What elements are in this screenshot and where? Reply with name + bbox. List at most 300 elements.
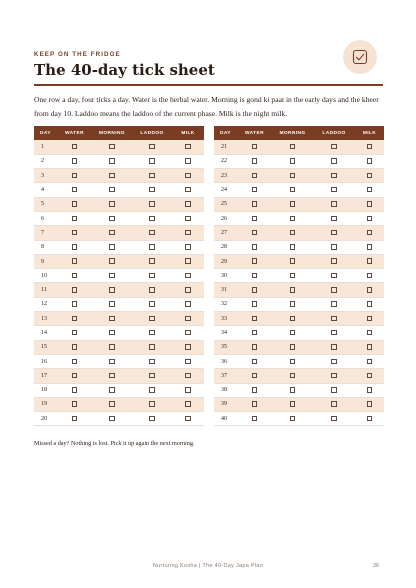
tick-checkbox[interactable] xyxy=(185,330,191,336)
tick-cell-laddoo xyxy=(132,369,172,383)
tick-checkbox[interactable] xyxy=(367,330,373,336)
tick-cell-water xyxy=(57,169,92,183)
tick-cell-water xyxy=(57,197,92,211)
table-row xyxy=(34,269,204,283)
tick-checkbox[interactable] xyxy=(185,316,191,322)
tick-checkbox[interactable] xyxy=(109,216,115,222)
tick-checkbox[interactable] xyxy=(252,173,258,179)
tick-cell-milk xyxy=(172,154,204,168)
tick-checkbox[interactable] xyxy=(367,344,373,350)
tick-cell-water xyxy=(57,340,92,354)
tick-checkbox[interactable] xyxy=(290,258,296,264)
column-header-laddoo: LADDOO xyxy=(132,126,172,140)
tick-cell-laddoo xyxy=(132,197,172,211)
tick-checkbox[interactable] xyxy=(252,201,258,207)
tick-cell-morning xyxy=(92,197,132,211)
day-number: 10 xyxy=(34,269,57,283)
checkbox-check-icon xyxy=(352,49,368,65)
tick-checkbox[interactable] xyxy=(290,244,296,250)
tick-checkbox[interactable] xyxy=(367,173,373,179)
tick-checkbox[interactable] xyxy=(252,416,258,422)
tick-cell-water xyxy=(57,397,92,411)
tick-checkbox[interactable] xyxy=(331,144,337,150)
tick-checkbox[interactable] xyxy=(290,216,296,222)
tick-checkbox[interactable] xyxy=(185,373,191,379)
tick-cell-water xyxy=(237,269,272,283)
tick-checkbox[interactable] xyxy=(149,258,155,264)
tick-checkbox[interactable] xyxy=(331,301,337,307)
tick-cell-laddoo xyxy=(132,183,172,197)
tick-checkbox[interactable] xyxy=(72,330,78,336)
tick-cell-water xyxy=(57,297,92,311)
tick-checkbox[interactable] xyxy=(331,187,337,193)
tick-checkbox[interactable] xyxy=(72,273,78,279)
tick-cell-water xyxy=(237,226,272,240)
tick-cell-water xyxy=(237,240,272,254)
tick-checkbox[interactable] xyxy=(367,144,373,150)
tick-checkbox[interactable] xyxy=(72,301,78,307)
tick-checkbox[interactable] xyxy=(252,158,258,164)
tick-cell-laddoo xyxy=(313,397,355,411)
tick-checkbox[interactable] xyxy=(331,359,337,365)
tick-checkbox[interactable] xyxy=(72,158,78,164)
tick-cell-laddoo xyxy=(313,383,355,397)
tick-table-days-21-40 xyxy=(214,126,384,426)
tick-cell-laddoo xyxy=(313,369,355,383)
column-header-water: WATER xyxy=(57,126,92,140)
tick-checkbox[interactable] xyxy=(109,201,115,207)
tick-cell-laddoo xyxy=(313,340,355,354)
tick-checkbox[interactable] xyxy=(149,301,155,307)
tick-checkbox[interactable] xyxy=(331,387,337,393)
tick-checkbox[interactable] xyxy=(331,244,337,250)
tick-cell-morning xyxy=(92,169,132,183)
tick-checkbox[interactable] xyxy=(290,330,296,336)
table-row xyxy=(34,369,204,383)
tick-checkbox[interactable] xyxy=(331,330,337,336)
tick-checkbox[interactable] xyxy=(149,416,155,422)
eyebrow-label: KEEP ON THE FRIDGE xyxy=(34,51,121,58)
tick-checkbox[interactable] xyxy=(331,344,337,350)
tick-checkbox[interactable] xyxy=(367,316,373,322)
tick-cell-milk xyxy=(172,340,204,354)
tick-cell-milk xyxy=(172,269,204,283)
tick-cell-laddoo xyxy=(313,354,355,368)
tick-cell-water xyxy=(237,383,272,397)
table-row xyxy=(34,154,204,168)
tick-checkbox[interactable] xyxy=(185,416,191,422)
tick-cell-milk xyxy=(355,154,384,168)
tick-cell-water xyxy=(57,354,92,368)
table-row xyxy=(214,269,384,283)
tick-checkbox[interactable] xyxy=(149,401,155,407)
tick-cell-milk xyxy=(172,226,204,240)
tick-checkbox[interactable] xyxy=(290,316,296,322)
tick-cell-laddoo xyxy=(132,397,172,411)
tick-checkbox[interactable] xyxy=(149,201,155,207)
day-number: 15 xyxy=(34,340,57,354)
tick-cell-morning xyxy=(92,154,132,168)
tick-checkbox[interactable] xyxy=(367,273,373,279)
tick-cell-water xyxy=(237,197,272,211)
tick-checkbox[interactable] xyxy=(72,216,78,222)
day-number: 36 xyxy=(214,354,237,368)
page-number: 26 xyxy=(373,563,380,569)
table-row xyxy=(214,140,384,154)
tick-checkbox[interactable] xyxy=(72,373,78,379)
tick-cell-milk xyxy=(355,369,384,383)
day-number: 25 xyxy=(214,197,237,211)
tick-checkbox[interactable] xyxy=(72,316,78,322)
table-row xyxy=(34,183,204,197)
day-number: 18 xyxy=(34,383,57,397)
day-number: 29 xyxy=(214,254,237,268)
tick-checkbox[interactable] xyxy=(367,158,373,164)
day-number: 6 xyxy=(34,211,57,225)
tick-checkbox[interactable] xyxy=(367,216,373,222)
tick-checkbox[interactable] xyxy=(331,316,337,322)
tick-checkbox[interactable] xyxy=(109,244,115,250)
tick-cell-morning xyxy=(272,412,313,426)
tick-cell-water xyxy=(237,312,272,326)
tick-checkbox[interactable] xyxy=(331,401,337,407)
tick-checkbox[interactable] xyxy=(149,287,155,293)
table-row xyxy=(214,211,384,225)
tick-checkbox[interactable] xyxy=(252,373,258,379)
tick-checkbox[interactable] xyxy=(252,216,258,222)
tick-checkbox[interactable] xyxy=(331,201,337,207)
tick-cell-morning xyxy=(272,283,313,297)
tick-checkbox[interactable] xyxy=(109,173,115,179)
tick-cell-water xyxy=(237,283,272,297)
tick-checkbox[interactable] xyxy=(72,144,78,150)
table-header-row xyxy=(214,126,384,140)
tick-cell-milk xyxy=(355,226,384,240)
tick-checkbox[interactable] xyxy=(290,416,296,422)
tick-checkbox[interactable] xyxy=(109,387,115,393)
tick-cell-milk xyxy=(172,240,204,254)
tick-cell-laddoo xyxy=(313,240,355,254)
tick-checkbox[interactable] xyxy=(109,373,115,379)
tick-checkbox[interactable] xyxy=(149,373,155,379)
tick-checkbox[interactable] xyxy=(185,230,191,236)
tick-checkbox[interactable] xyxy=(331,216,337,222)
tick-checkbox[interactable] xyxy=(149,359,155,365)
tick-cell-milk xyxy=(172,169,204,183)
tick-cell-milk xyxy=(172,211,204,225)
tick-checkbox[interactable] xyxy=(109,401,115,407)
tick-checkbox[interactable] xyxy=(290,387,296,393)
tick-cell-morning xyxy=(92,369,132,383)
tick-checkbox[interactable] xyxy=(185,287,191,293)
day-number: 21 xyxy=(214,140,237,154)
day-number: 5 xyxy=(34,197,57,211)
tick-checkbox[interactable] xyxy=(331,258,337,264)
tick-checkbox[interactable] xyxy=(72,244,78,250)
tick-checkbox[interactable] xyxy=(72,201,78,207)
tick-cell-morning xyxy=(272,240,313,254)
tick-checkbox[interactable] xyxy=(109,230,115,236)
tick-checkbox[interactable] xyxy=(109,359,115,365)
tick-checkbox[interactable] xyxy=(367,287,373,293)
tick-cell-water xyxy=(237,154,272,168)
tick-checkbox[interactable] xyxy=(367,373,373,379)
tick-checkbox[interactable] xyxy=(185,359,191,365)
day-number: 13 xyxy=(34,312,57,326)
day-number: 1 xyxy=(34,140,57,154)
tick-checkbox[interactable] xyxy=(185,144,191,150)
tick-checkbox[interactable] xyxy=(290,144,296,150)
tick-checkbox[interactable] xyxy=(290,373,296,379)
tick-checkbox[interactable] xyxy=(290,230,296,236)
tick-cell-laddoo xyxy=(313,140,355,154)
tick-checkbox[interactable] xyxy=(252,287,258,293)
tick-checkbox[interactable] xyxy=(149,216,155,222)
tick-checkbox[interactable] xyxy=(331,230,337,236)
tick-checkbox[interactable] xyxy=(290,287,296,293)
tick-checkbox[interactable] xyxy=(290,187,296,193)
tick-checkbox[interactable] xyxy=(290,201,296,207)
tick-checkbox[interactable] xyxy=(252,258,258,264)
table-row xyxy=(34,211,204,225)
tick-checkbox[interactable] xyxy=(72,258,78,264)
tick-checkbox[interactable] xyxy=(252,387,258,393)
tick-checkbox[interactable] xyxy=(72,387,78,393)
table-row xyxy=(34,169,204,183)
tick-cell-water xyxy=(57,269,92,283)
tick-cell-milk xyxy=(172,383,204,397)
tick-checkbox[interactable] xyxy=(367,359,373,365)
tick-checkbox[interactable] xyxy=(252,187,258,193)
tick-cell-water xyxy=(57,154,92,168)
tick-checkbox[interactable] xyxy=(72,401,78,407)
tick-cell-laddoo xyxy=(132,211,172,225)
tick-cell-laddoo xyxy=(313,169,355,183)
tick-checkbox[interactable] xyxy=(149,173,155,179)
day-number: 27 xyxy=(214,226,237,240)
tick-cell-laddoo xyxy=(313,183,355,197)
tick-checkbox[interactable] xyxy=(185,187,191,193)
tick-checkbox[interactable] xyxy=(149,316,155,322)
day-number: 32 xyxy=(214,297,237,311)
tick-checkbox[interactable] xyxy=(367,401,373,407)
tick-checkbox[interactable] xyxy=(252,230,258,236)
tick-cell-milk xyxy=(355,169,384,183)
tick-cell-water xyxy=(237,412,272,426)
tick-checkbox[interactable] xyxy=(109,258,115,264)
day-number: 35 xyxy=(214,340,237,354)
tick-checkbox[interactable] xyxy=(290,401,296,407)
tick-checkbox[interactable] xyxy=(109,301,115,307)
tick-cell-milk xyxy=(355,412,384,426)
day-number: 14 xyxy=(34,326,57,340)
tick-checkbox[interactable] xyxy=(252,244,258,250)
tick-checkbox[interactable] xyxy=(331,173,337,179)
tick-checkbox[interactable] xyxy=(185,244,191,250)
tick-cell-milk xyxy=(355,312,384,326)
tick-cell-laddoo xyxy=(132,169,172,183)
tick-checkbox[interactable] xyxy=(252,144,258,150)
tick-checkbox[interactable] xyxy=(290,344,296,350)
tick-checkbox[interactable] xyxy=(149,387,155,393)
tick-cell-milk xyxy=(172,140,204,154)
tick-checkbox[interactable] xyxy=(185,201,191,207)
tick-cell-morning xyxy=(272,312,313,326)
tick-cell-morning xyxy=(92,326,132,340)
tick-checkbox[interactable] xyxy=(367,301,373,307)
tick-checkbox[interactable] xyxy=(185,173,191,179)
tick-cell-milk xyxy=(172,354,204,368)
day-number: 9 xyxy=(34,254,57,268)
column-header-day: DAY xyxy=(214,126,237,140)
tick-checkbox[interactable] xyxy=(252,401,258,407)
tick-checkbox[interactable] xyxy=(367,244,373,250)
tick-checkbox[interactable] xyxy=(149,273,155,279)
day-number: 38 xyxy=(214,383,237,397)
tick-checkbox[interactable] xyxy=(367,416,373,422)
tick-checkbox[interactable] xyxy=(252,330,258,336)
tick-cell-milk xyxy=(355,140,384,154)
tick-cell-morning xyxy=(92,269,132,283)
tick-checkbox[interactable] xyxy=(72,173,78,179)
table-row xyxy=(214,226,384,240)
tick-cell-milk xyxy=(355,283,384,297)
tick-checkbox[interactable] xyxy=(252,316,258,322)
tick-checkbox[interactable] xyxy=(290,173,296,179)
tick-cell-morning xyxy=(272,383,313,397)
tick-checkbox[interactable] xyxy=(367,187,373,193)
tick-checkbox[interactable] xyxy=(149,187,155,193)
tick-checkbox[interactable] xyxy=(185,301,191,307)
tick-checkbox[interactable] xyxy=(185,158,191,164)
tick-cell-milk xyxy=(355,326,384,340)
day-number: 39 xyxy=(214,397,237,411)
tick-cell-milk xyxy=(355,183,384,197)
tick-cell-morning xyxy=(92,183,132,197)
table-row xyxy=(214,297,384,311)
tick-checkbox[interactable] xyxy=(109,330,115,336)
tick-checkbox[interactable] xyxy=(185,258,191,264)
table-row xyxy=(214,154,384,168)
tick-cell-milk xyxy=(172,369,204,383)
tick-cell-water xyxy=(237,211,272,225)
tick-checkbox[interactable] xyxy=(252,273,258,279)
tick-checkbox[interactable] xyxy=(252,359,258,365)
day-number: 26 xyxy=(214,211,237,225)
tick-checkbox[interactable] xyxy=(149,158,155,164)
table-row xyxy=(214,183,384,197)
table-row xyxy=(214,340,384,354)
table-row xyxy=(34,397,204,411)
tick-checkbox[interactable] xyxy=(185,401,191,407)
tick-checkbox[interactable] xyxy=(331,273,337,279)
tick-checkbox[interactable] xyxy=(367,387,373,393)
tick-checkbox[interactable] xyxy=(331,287,337,293)
tick-checkbox[interactable] xyxy=(185,344,191,350)
tick-checkbox[interactable] xyxy=(290,273,296,279)
tick-cell-milk xyxy=(355,383,384,397)
tick-cell-water xyxy=(237,169,272,183)
tick-cell-laddoo xyxy=(132,340,172,354)
tick-cell-morning xyxy=(272,140,313,154)
day-number: 19 xyxy=(34,397,57,411)
tick-cell-laddoo xyxy=(132,254,172,268)
table-row xyxy=(214,283,384,297)
tick-checkbox[interactable] xyxy=(109,158,115,164)
tick-checkbox[interactable] xyxy=(72,344,78,350)
table-body-left xyxy=(34,140,204,426)
day-number: 17 xyxy=(34,369,57,383)
tick-cell-laddoo xyxy=(132,140,172,154)
tick-cell-laddoo xyxy=(132,312,172,326)
tick-checkbox[interactable] xyxy=(109,416,115,422)
tick-checkbox[interactable] xyxy=(149,144,155,150)
tick-cell-water xyxy=(237,326,272,340)
tick-checkbox[interactable] xyxy=(109,144,115,150)
tick-checkbox[interactable] xyxy=(109,187,115,193)
tick-checkbox[interactable] xyxy=(252,301,258,307)
table-row xyxy=(214,383,384,397)
tick-checkbox[interactable] xyxy=(367,230,373,236)
tick-checkbox[interactable] xyxy=(109,316,115,322)
tick-cell-morning xyxy=(92,412,132,426)
tick-checkbox[interactable] xyxy=(290,359,296,365)
tick-cell-morning xyxy=(272,154,313,168)
table-row xyxy=(34,340,204,354)
tick-checkbox[interactable] xyxy=(109,287,115,293)
tick-cell-milk xyxy=(172,326,204,340)
tick-checkbox[interactable] xyxy=(367,258,373,264)
tick-checkbox[interactable] xyxy=(331,416,337,422)
tick-checkbox[interactable] xyxy=(72,230,78,236)
tick-checkbox[interactable] xyxy=(72,287,78,293)
tick-cell-morning xyxy=(272,197,313,211)
tick-checkbox[interactable] xyxy=(72,416,78,422)
tick-cell-water xyxy=(237,254,272,268)
tick-checkbox[interactable] xyxy=(252,344,258,350)
tick-checkbox[interactable] xyxy=(185,216,191,222)
tick-cell-laddoo xyxy=(132,283,172,297)
tick-cell-water xyxy=(237,369,272,383)
tick-checkbox[interactable] xyxy=(72,187,78,193)
tick-checkbox[interactable] xyxy=(331,373,337,379)
tick-checkbox[interactable] xyxy=(367,201,373,207)
day-number: 7 xyxy=(34,226,57,240)
table-row xyxy=(34,312,204,326)
tick-checkbox[interactable] xyxy=(149,330,155,336)
page-title: The 40-day tick sheet xyxy=(34,61,215,79)
tick-checkbox[interactable] xyxy=(72,359,78,365)
day-number: 28 xyxy=(214,240,237,254)
day-number: 11 xyxy=(34,283,57,297)
tick-checkbox[interactable] xyxy=(185,387,191,393)
tick-checkbox[interactable] xyxy=(331,158,337,164)
tick-checkbox[interactable] xyxy=(109,273,115,279)
tick-cell-morning xyxy=(272,340,313,354)
tick-cell-morning xyxy=(92,383,132,397)
tick-checkbox[interactable] xyxy=(149,230,155,236)
tick-checkbox[interactable] xyxy=(149,244,155,250)
tick-checkbox[interactable] xyxy=(149,344,155,350)
column-header-morning: MORNING xyxy=(272,126,313,140)
table-body-right xyxy=(214,140,384,426)
tick-checkbox[interactable] xyxy=(185,273,191,279)
tick-checkbox[interactable] xyxy=(109,344,115,350)
tick-checkbox[interactable] xyxy=(290,158,296,164)
tick-cell-laddoo xyxy=(313,197,355,211)
table-row xyxy=(214,197,384,211)
tick-checkbox[interactable] xyxy=(290,301,296,307)
